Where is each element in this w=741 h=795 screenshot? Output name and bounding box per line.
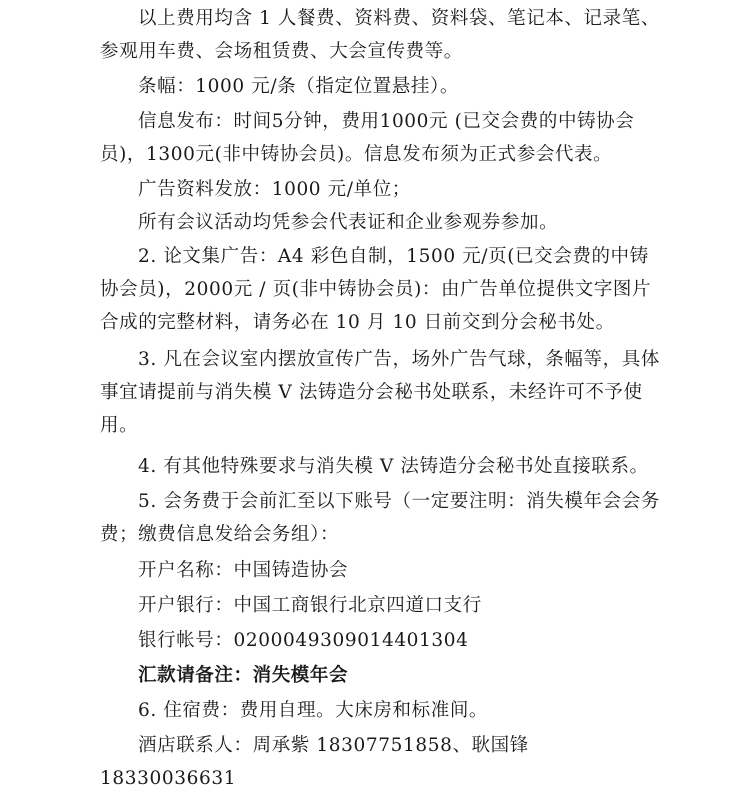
paragraph-special-requests: 4. 有其他特殊要求与消失模 V 法铸造分会秘书处直接联系。 [138, 456, 649, 477]
paragraph-lodging: 6. 住宿费：费用自理。大床房和标准间。 [138, 700, 489, 721]
paragraph-venue-ad: 3. 凡在会议室内摆放宣传广告，场外广告气球，条幅等，具体事宜请提前与消失模 V 法铸造分会秘书处联系，未经许可不予使用。 [100, 349, 660, 436]
paragraph-proceedings-ad: 2. 论文集广告：A4 彩色自制，1500 元/页(已交会费的中铸协会员)，2000元 / 页(非中铸协会员)：由广告单位提供文字图片合成的完整材料，请务必在 10 月 10 日前交到分会秘书处。 [100, 246, 652, 333]
paragraph-account-name: 开户名称：中国铸造协会 [138, 560, 349, 581]
paragraph-fee-remittance: 5. 会务费于会前汇至以下账号（一定要注明：消失模年会会务费；缴费信息发给会务组）： [100, 491, 660, 545]
paragraph-fee-includes: 以上费用均含 1 人餐费、资料费、资料袋、笔记本、记录笔、参观用车费、会场租赁费、大会宣传费等。 [100, 8, 660, 62]
paragraph-credentials: 所有会议活动均凭参会代表证和企业参观券参加。 [138, 212, 559, 233]
paragraph-hotel-contact: 酒店联系人：周承紫 18307751858、耿国锋 18330036631 [100, 735, 529, 789]
paragraph-account-number: 银行帐号：0200049309014401304 [138, 630, 469, 651]
paragraph-remit-remark: 汇款请备注：消失模年会 [138, 665, 349, 686]
paragraph-info-release: 信息发布：时间5分钟，费用1000元 (已交会费的中铸协会员)，1300元(非中铸协会员)。信息发布须为正式参会代表。 [100, 111, 635, 165]
paragraph-banner: 条幅：1000 元/条（指定位置悬挂）。 [138, 76, 459, 97]
paragraph-bank: 开户银行：中国工商银行北京四道口支行 [138, 595, 482, 616]
paragraph-ad-material: 广告资料发放：1000 元/单位； [138, 179, 411, 200]
